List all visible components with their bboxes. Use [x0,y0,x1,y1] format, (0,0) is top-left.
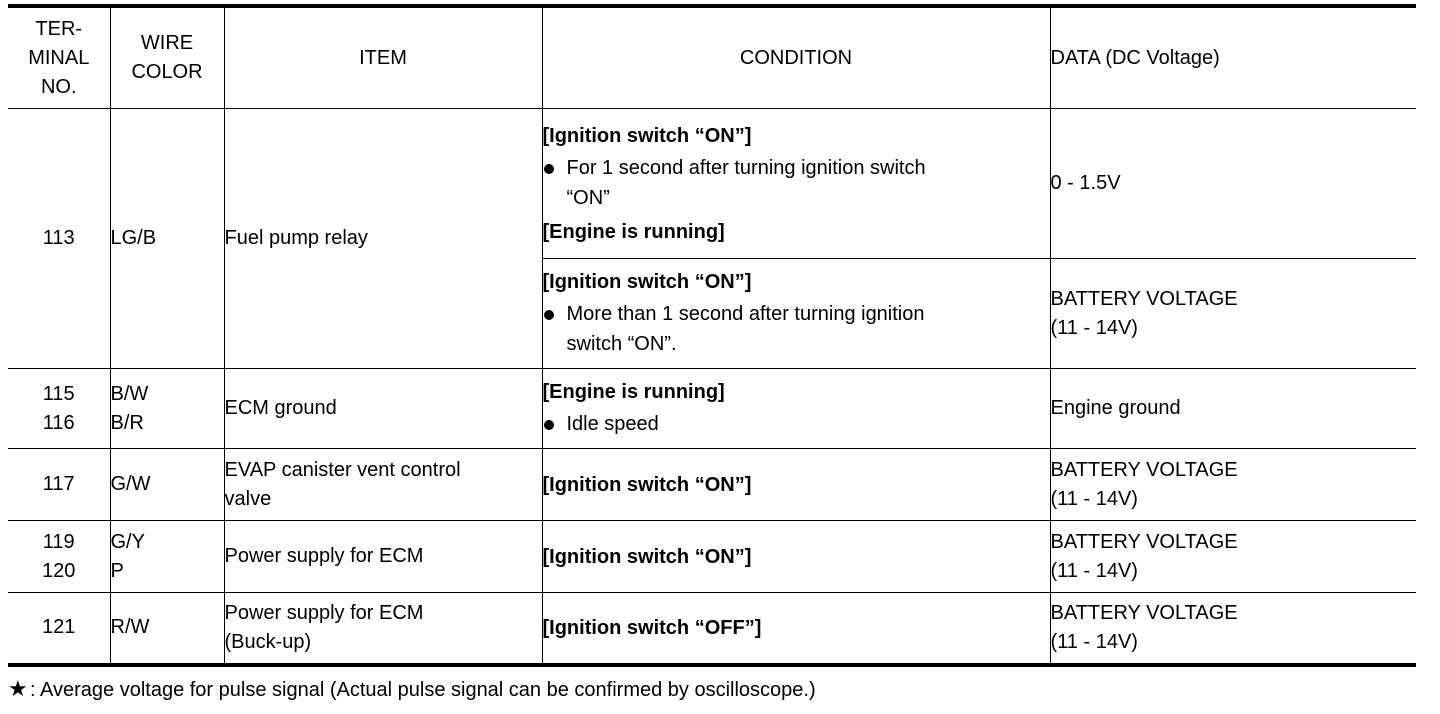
condition-heading: [Engine is running] [542,220,725,243]
table-row [8,449,1416,521]
header-wire-color: WIRE COLOR [110,6,224,109]
header-item: ITEM [224,6,542,109]
header-data: DATA (DC Voltage) [1050,6,1416,109]
condition-bullet [543,153,1050,213]
wire-color-cell [110,593,224,665]
header-condition: CONDITION [542,6,1050,109]
item-cell [224,521,542,593]
item-text: valve [224,487,272,510]
terminal-data-sheet [8,4,1416,667]
condition-cell [542,259,1050,369]
wire-color: G/W [110,473,151,495]
data-cell [1050,259,1416,369]
bullet-icon [544,310,554,320]
wire-color: LG/B [110,227,157,249]
data-value: BATTERY VOLTAGE [1050,601,1238,624]
item-cell [224,109,542,369]
table-header-row [8,6,1416,109]
data-cell [1050,521,1416,593]
condition-heading: [Ignition switch “OFF”] [542,616,762,639]
wire-color: P [110,559,124,582]
data-cell [1050,593,1416,665]
condition-heading: [Engine is running] [542,380,725,403]
terminal-number: 120 [42,559,76,582]
condition-bullet-line: “ON” [566,186,610,209]
terminal-cell [8,369,110,449]
condition-bullet-line: switch “ON”. [566,332,677,355]
terminal-number: 113 [42,227,75,249]
data-cell [1050,369,1416,449]
data-value: (11 - 14V) [1050,487,1138,510]
item-text: Power supply for ECM [224,545,424,567]
condition-cell [542,369,1050,449]
condition-bullet [543,409,1050,439]
data-cell [1050,109,1416,259]
table-row [8,521,1416,593]
condition-cell [542,521,1050,593]
footnote-text: : Average voltage for pulse signal (Actual pulse signal can be confirmed by oscilloscope.) [30,679,816,701]
wire-color: B/W [110,382,149,405]
condition-cell [542,593,1050,665]
item-cell [224,593,542,665]
condition-cell [542,109,1050,259]
wire-color: R/W [110,616,150,639]
bullet-icon [544,420,554,430]
star-icon: ★ [8,676,28,701]
table-row [8,369,1416,449]
data-value: BATTERY VOLTAGE [1050,287,1238,310]
item-text: EVAP canister vent control [224,458,461,481]
item-text: ECM ground [224,397,337,419]
table-row [8,109,1416,259]
ecm-terminal-table [8,4,1416,667]
data-value: 0 - 1.5V [1050,172,1121,194]
item-text: Fuel pump relay [224,227,368,249]
terminal-cell [8,521,110,593]
terminal-number: 119 [42,530,75,553]
data-value: BATTERY VOLTAGE [1050,458,1238,481]
terminal-number: 117 [42,473,75,495]
terminal-number: 116 [42,411,75,434]
bullet-icon [544,164,554,174]
table-body [8,109,1416,665]
condition-heading: [Ignition switch “ON”] [542,545,752,568]
condition-heading: [Ignition switch “ON”] [542,473,752,496]
terminal-cell [8,449,110,521]
condition-bullet-line: Idle speed [566,412,659,435]
condition-cell [542,449,1050,521]
item-cell [224,369,542,449]
terminal-number: 115 [42,382,75,405]
condition-bullet-line: For 1 second after turning ignition switch [566,156,926,179]
condition-heading: [Ignition switch “ON”] [542,270,752,293]
condition-bullet-line: More than 1 second after turning ignition [566,302,925,325]
condition-bullet [543,299,1050,359]
wire-color: G/Y [110,530,145,553]
data-cell [1050,449,1416,521]
data-value: BATTERY VOLTAGE [1050,530,1238,553]
condition-heading: [Ignition switch “ON”] [542,124,752,147]
wire-color: B/R [110,411,144,434]
terminal-cell [8,593,110,665]
footnote [8,674,816,705]
wire-color-cell [110,449,224,521]
item-text: Power supply for ECM [224,601,424,624]
wire-color-cell [110,369,224,449]
terminal-number: 121 [42,616,76,639]
data-value: Engine ground [1050,397,1181,419]
item-text: (Buck-up) [224,630,312,653]
table-row [8,593,1416,665]
data-value: (11 - 14V) [1050,316,1138,339]
item-cell [224,449,542,521]
data-value: (11 - 14V) [1050,559,1138,582]
wire-color-cell [110,109,224,369]
terminal-cell [8,109,110,369]
wire-color-cell [110,521,224,593]
data-value: (11 - 14V) [1050,630,1138,653]
header-terminal-no: TER- MINAL NO. [8,6,110,109]
